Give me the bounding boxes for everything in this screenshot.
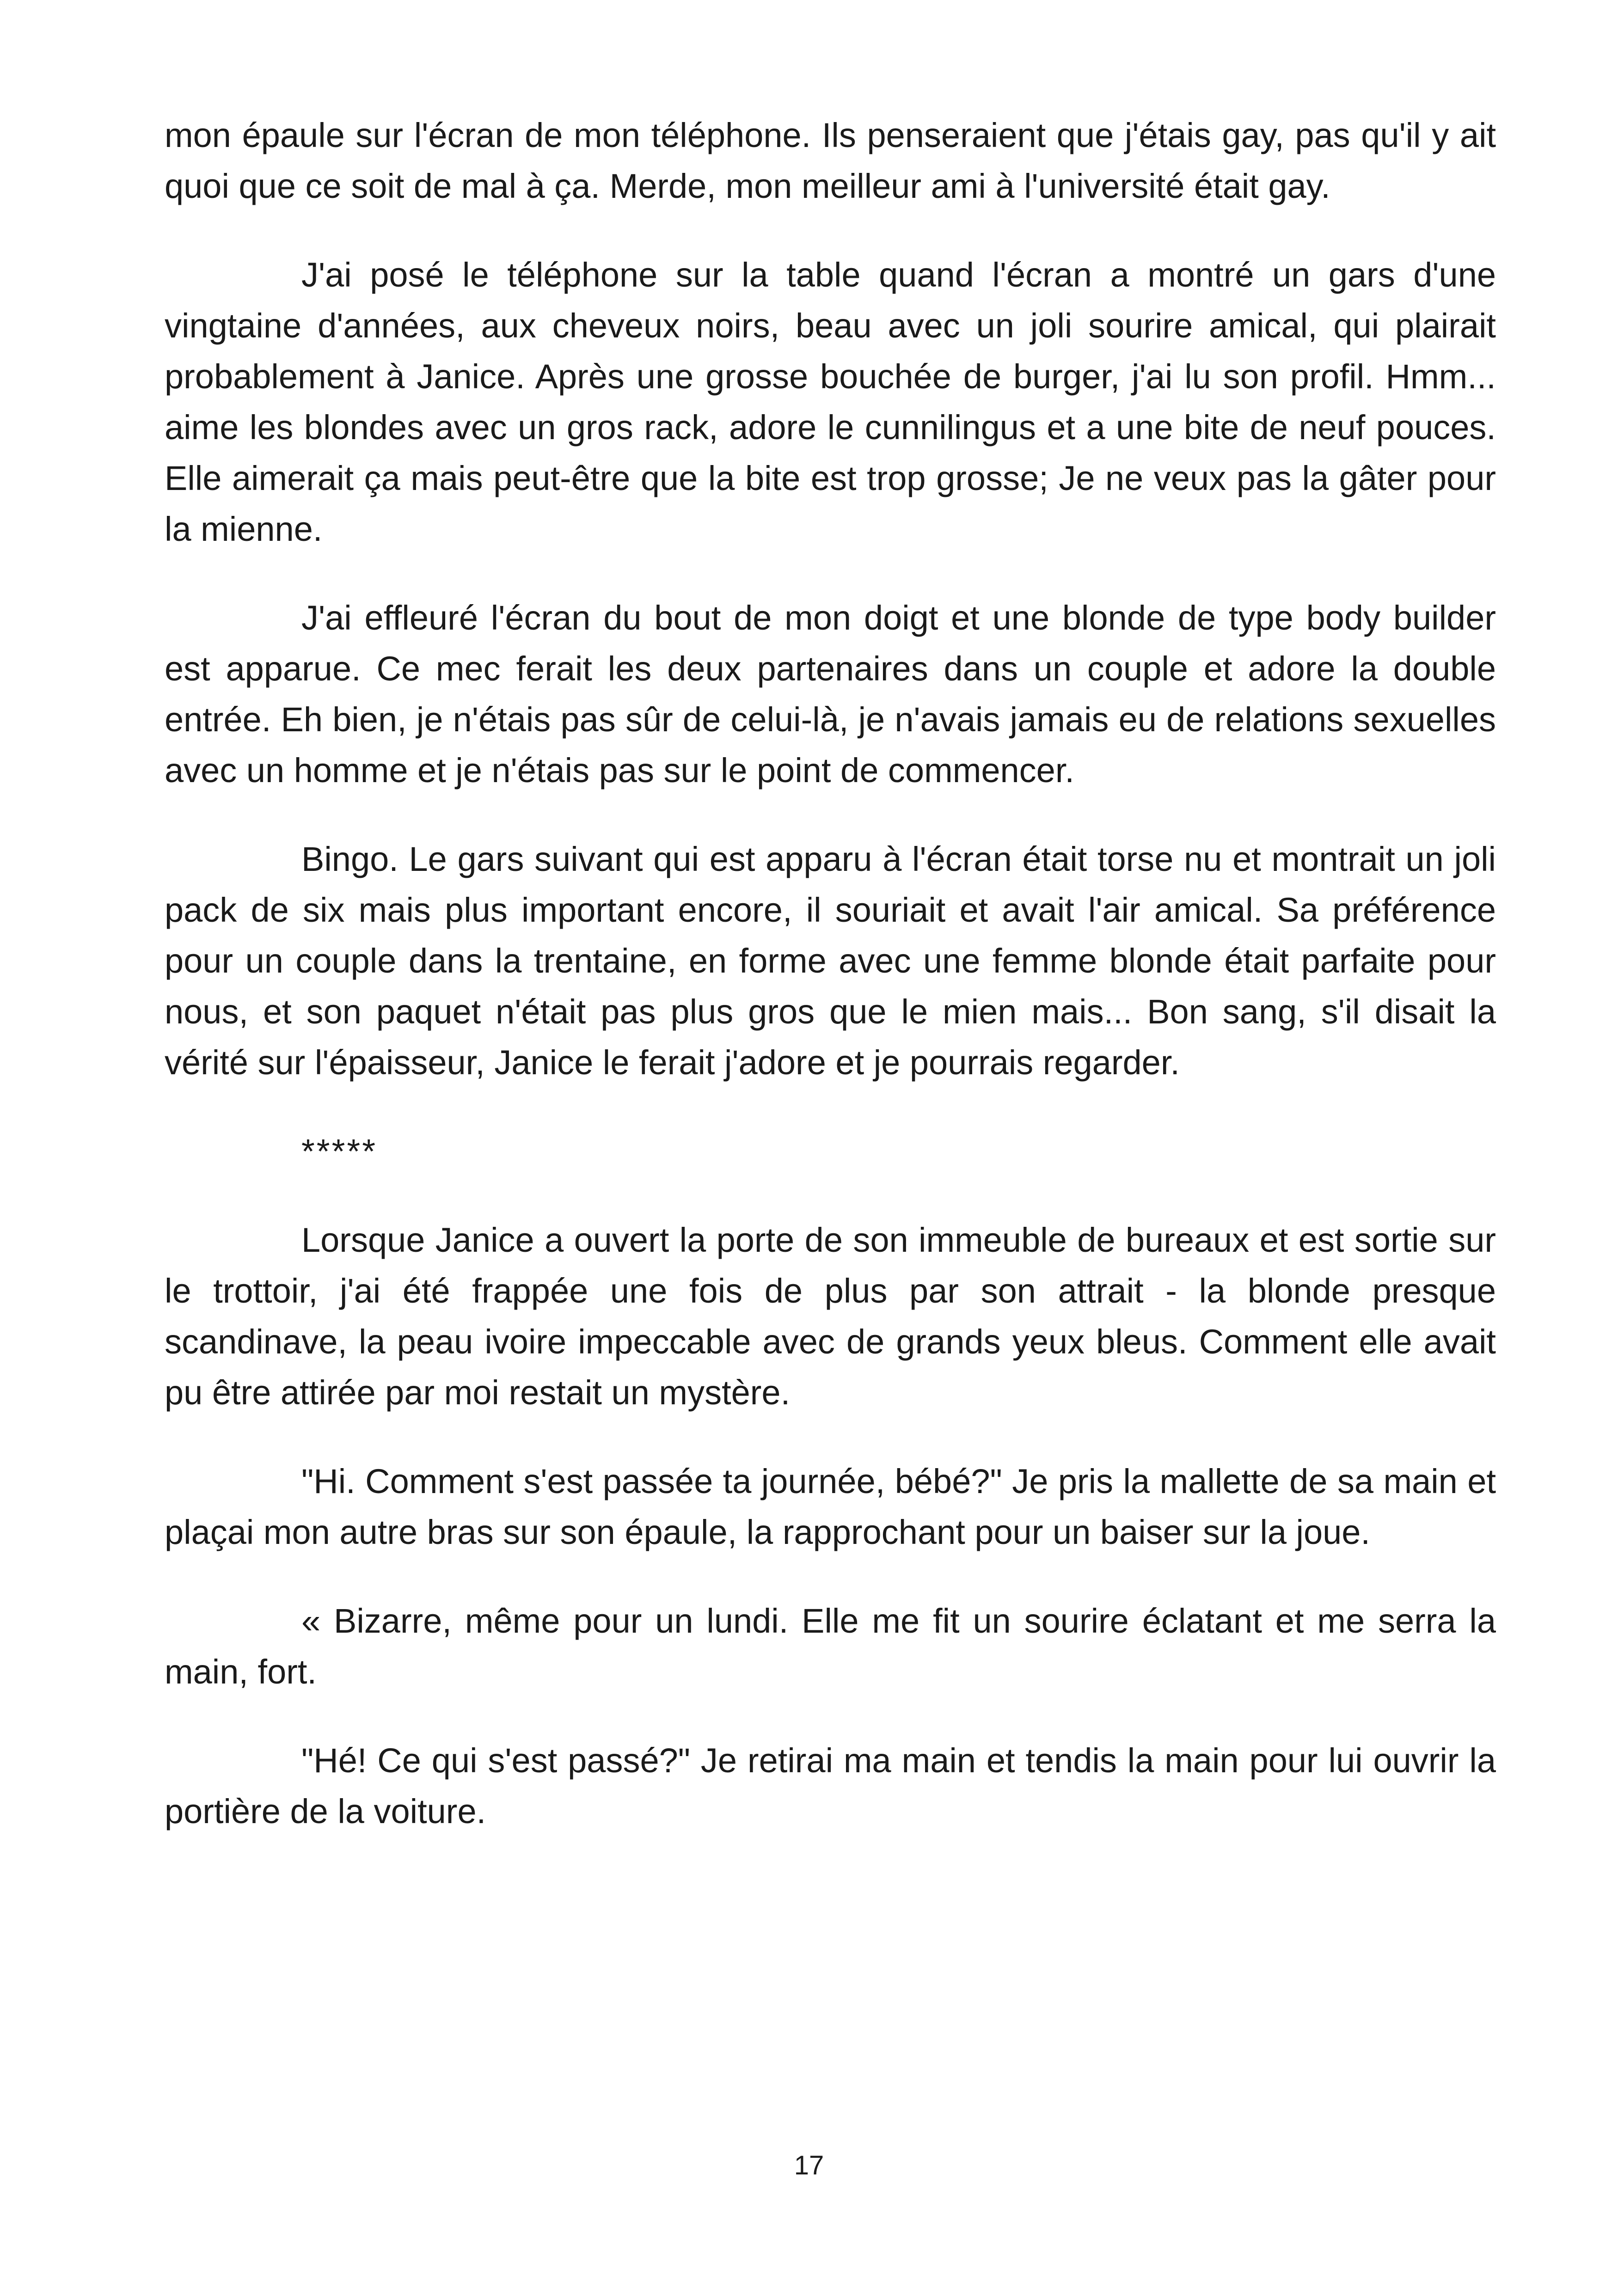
- scene-separator: *****: [301, 1132, 377, 1170]
- page-number: 17: [794, 2150, 824, 2180]
- paragraph: J'ai effleuré l'écran du bout de mon doigt et une blonde de type body builder est apparue. Ce mec ferait les deux partenaires dans un couple et adore la double entrée. Eh bien, je n'étais pas sûr de celui-là, je n'avais jamais eu de relations sexuelles avec un homme et je n'étais pas sur le point de commencer.: [165, 599, 1496, 790]
- body-text: [165, 110, 1496, 1837]
- paragraph: J'ai posé le téléphone sur la table quand l'écran a montré un gars d'une vingtaine d'années, aux cheveux noirs, beau avec un joli sourire amical, qui plairait probablement à Janice. Après une grosse bouchée de burger, j'ai lu son profil. Hmm... aime les blondes avec un gros rack, adore le cunnilingus et a une bite de neuf pouces. Elle aimerait ça mais peut-être que la bite est trop grosse; Je ne veux pas la gâter pour la mienne.: [165, 256, 1496, 548]
- paragraph: "Hi. Comment s'est passée ta journée, bébé?" Je pris la mallette de sa main et plaçai mon autre bras sur son épaule, la rapprochant pour un baiser sur la joue.: [165, 1462, 1496, 1551]
- paragraph-continuation: mon épaule sur l'écran de mon téléphone. Ils penseraient que j'étais gay, pas qu'il y ait quoi que ce soit de mal à ça. Merde, mon meilleur ami à l'université était gay.: [165, 116, 1496, 205]
- paragraph: « Bizarre, même pour un lundi. Elle me fit un sourire éclatant et me serra la main, fort.: [165, 1602, 1496, 1691]
- paragraph: Lorsque Janice a ouvert la porte de son immeuble de bureaux et est sortie sur le trottoir, j'ai été frappée une fois de plus par son attrait - la blonde presque scandinave, la peau ivoire impeccable avec de grands yeux bleus. Comment elle avait pu être attirée par moi restait un mystère.: [165, 1221, 1496, 1412]
- paragraph: Bingo. Le gars suivant qui est apparu à l'écran était torse nu et montrait un joli pack de six mais plus important encore, il souriait et avait l'air amical. Sa préférence pour un couple dans la trentaine, en forme avec une femme blonde était parfaite pour nous, et son paquet n'était pas plus gros que le mien mais... Bon sang, s'il disait la vérité sur l'épaisseur, Janice le ferait j'adore et je pourrais regarder.: [165, 840, 1496, 1082]
- paragraph: "Hé! Ce qui s'est passé?" Je retirai ma main et tendis la main pour lui ouvrir la portière de la voiture.: [165, 1741, 1496, 1831]
